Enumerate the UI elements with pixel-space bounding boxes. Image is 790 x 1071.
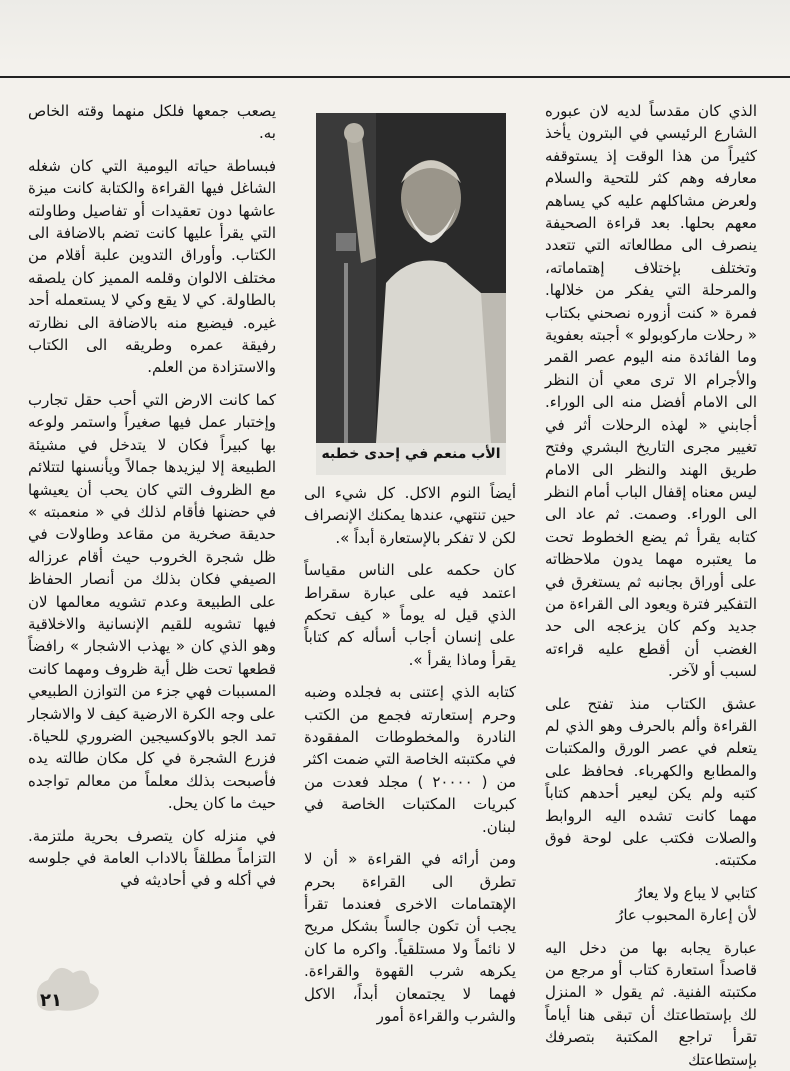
priest-photo [316,113,506,475]
page-number: ٢١ [40,990,62,1011]
text-column-right [545,100,757,1069]
photo-illustration [316,113,506,443]
poem-line: لأن إعارة المحبوب عارُ [616,906,757,925]
paragraph: الذي كان مقدساً لديه لان عبوره الشارع الرئيسي في البترون يأخذ كثيراً من هذا الوقت إذ يستوقفه معارفه وهم كثر للتحية والسلام ولعرض مشاكلهم عليه كي يساهم معهم بحلها. بعد قراءة الصحيفة ينصرف الى مطالعاته التي تتعدد وتختلف بإختلاف إهتماماته، والمرحلة التي يفكر من خلالها. فمرة « كنت أزوره نصحني بكتاب « رحلات ماركوبولو » أجبته بعفوية وما الفائدة منه اليوم عصر القمر والأجرام الا ترى معي أن النظر الى الامام أفضل منه الى الوراء. أجابني « لهذه الرحلات أثر في تغيير مجرى التاريخ البشري وفتح طريق الهند والنظر الى الامام ليس معناه إقفال الباب أمام النظر الى الوراء. وصمت. ثم عاد الى كتابه يقرأ ثم يضع الخطوط تحت ما يعتبره مهما يدون ملاحظاته على أوراق بجانبه ثم يستغرق في التفكير فترة ويعود الى القراءة من جديد وكم كان يزعجه الى حد الغضب أن أقطع عليه قراءته لسبب أو لآخر. [545,102,757,681]
paragraph: في منزله كان يتصرف بحرية ملتزمة. التزاماً مطلقاً بالاداب العامة في جلوسه في أكله و في أحاديثه في [28,826,276,890]
paragraph: يصعب جمعها فلكل منهما وقته الخاص به. [28,102,276,143]
paragraph: فبساطة حياته اليومية التي كان شغله الشاغل فيها القراءة والكتابة كانت ميزة عاشها دون تعقيدات أو تفاصيل وطاولته التي يقرأ عليها كانت تضم بالاضافة الى الكتاب. وأوراق التدوين علبة أقلام من مختلف الالوان وقلمه المميز كان يلصقه بالطاولة. كي لا يقع وكي لا يستعمله أحد غيره. فيضيع منه بالاضافة الى نظارته رفيقة عمره وطريقه الى الكتاب والاستزادة من العلم. [28,156,276,377]
header-rule [0,76,790,78]
photo-caption: الأب منعم في إحدى خطبه [321,446,501,462]
paragraph: عبارة يجابه بها من دخل اليه قاصداً استعارة كتاب أو مرجع من مكتبته الفنية. ثم يقول « المنزل لك بإستطاعتك أن تبقى هنا أياماً تقرأ تراجع المكتبة بتصرفك بإستطاعتك [545,938,757,1069]
text-column-left [28,100,276,980]
poem-line: كتابي لا يباع ولا يعارُ [635,883,757,902]
paragraph: كما كانت الارض التي أحب حقل تجارب وإختبار عمل فيها صغيراً واستمر ولوعه بها كبيراً فكان لا يتدخل في مشيئة الطبيعة إلا ليزيدها جمالاً ويأنسنها لتتلائم مع الظروف التي كان يحب أن يعيشها في حضنها فأقام لذلك في « منعمبته » حديقة صخرية من مقاعد وطاولات في ظل شجرة الخروب حيث أقام عرزاله الصيفي فكان بذلك من أنصار الحفاظ على الطبيعة وعدم تشويه معالمها لان فيها تشويه للقيم الإنسانية والاخلاقية وهو الذي كان « يهذب الاشجار » رافضاً قطعها تحت ظل أية ظروف ومهما كانت المسببات فهي جزء من التوازن الطبيعي على وجه الكرة الارضية كيف لا والاشجار تمد الجو بالاوكسيجين الضروري للحياة. فزرع الشجرة في كل مكان طالته يده فأصبحت بذلك معلماً من معالم تواجده حيث ما كان يحل. [28,390,276,813]
poem-verse [545,882,757,927]
paragraph: كتابه الذي إعتنى به فجلده وضبه وحرم إستعارته فجمع من الكتب النادرة والمخطوطات المفقودة في مكتبته الخاصة التي ضمت اكثر من ( ٢٠٠٠٠ ) مجلد فعدت من كبريات المكتبات الخاصة في لبنان. [304,683,517,836]
paragraph: أيضاً النوم الاكل. كل شيء الى حين تنتهي، عندها يمكنك الإنصراف لكن لا تفكر بالإستعارة أبداً ». [304,484,516,547]
text-column-middle [304,482,517,1025]
top-margin [0,0,790,62]
paragraph: كان حكمه على الناس مقياساً اعتمد فيه على عبارة سقراط الذي قيل له يوماً « كيف تحكم على إنسان أجاب أسأله كم كتاباً يقرأ وماذا يقرأ ». [304,561,516,669]
paragraph: ومن أرائه في القراءة « أن لا تطرق الى القراءة بحرم الإهتمامات الاخرى فعندما تقرأ يجب أن تكون جالساً بشكل مريح لا نائماً ولا مستلقياً. واكره ما كان يكرهه شرب القهوة والقراءة. فهما لا يجتمعان أبداً، الاكل والشرب والقراءة أمور [304,850,516,1025]
paragraph: عشق الكتاب منذ تفتح على القراءة وألم بالحرف وهو الذي لم يتعلم في عصر الورق والمكتبات والمطابع والكهرباء. فحافظ على كتبه ولم يكن ليعير أحدهم كتاباً مهما كانت تشده اليه الروابط والصلات فكتب على لوحة فوق مكتبته. [545,694,757,870]
